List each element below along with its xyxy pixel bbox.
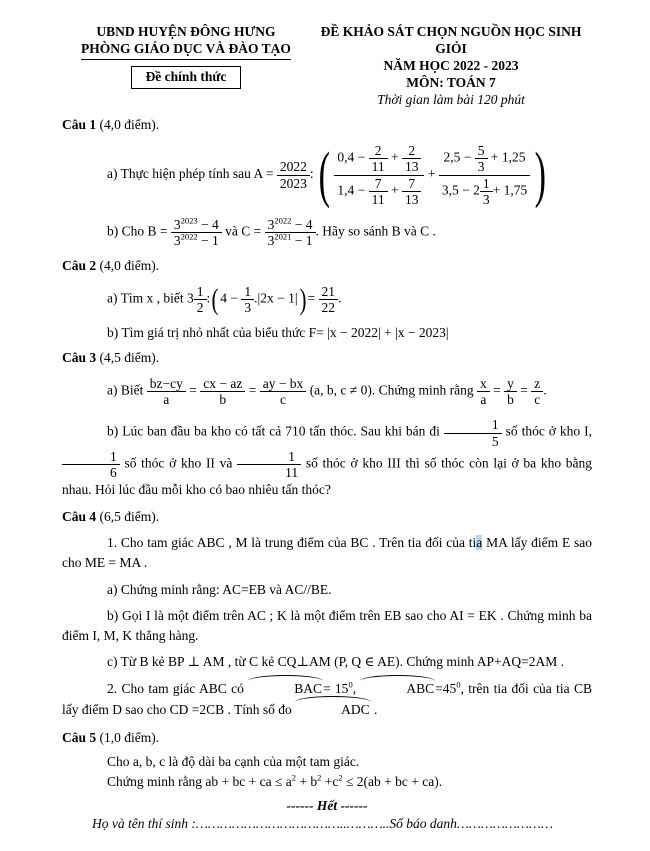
question-4-heading bbox=[62, 509, 592, 525]
fraction: $\frac{2022}{2023}$ bbox=[277, 159, 310, 190]
text-selection-highlight: a bbox=[476, 535, 483, 551]
school-year: NĂM HỌC 2022 - 2023 bbox=[383, 57, 519, 73]
q3a-text: a) Biết bbox=[107, 382, 144, 398]
fraction: $\frac{1}{2}$ bbox=[194, 284, 207, 315]
candidate-name-line: Họ và tên thí sinh :………………………………..………..Số báo danh…………………… bbox=[92, 815, 553, 831]
question-1-heading bbox=[62, 117, 592, 133]
fraction: $\frac{2}{11}$ bbox=[369, 143, 388, 174]
question-1-points: (4,0 điểm). bbox=[96, 117, 160, 133]
fraction: $\frac{21}{22}$ bbox=[319, 284, 339, 315]
question-1b: b) Cho B = $\frac{3^{2023} - 4}{3^{2022} - 1}$ và C = $\frac{3^{2022} - 4}{3^{2021} - 1}$ . Hãy so sánh B và C . bbox=[107, 215, 436, 248]
question-1-number: Câu 1 bbox=[62, 117, 97, 133]
fraction: $\frac{cx - az}{b}$ bbox=[200, 376, 245, 407]
question-3b: b) Lúc ban đầu ba kho có tất cả 710 tấn thóc. Sau khi bán đi $\frac{1}{5}$ số thóc ở kho I, $\frac{1}{6}$ số thóc ở kho II và $\frac{1}{11}$ số thóc ở kho III thì số thóc còn lại ở ba kho bằng nhau. Hỏi lúc đầu mỗi kho có bao nhiêu tấn thóc? bbox=[62, 417, 593, 497]
fraction: $\frac{3^{2022} - 4}{3^{2021} - 1}$ bbox=[265, 217, 316, 248]
fraction: $\frac{3^{2023} - 4}{3^{2022} - 1}$ bbox=[171, 217, 222, 248]
fraction: $\frac{1}{11}$ bbox=[237, 449, 301, 480]
big-fraction-2: 2,5 − $\frac{5}{3}$ + 1,25 3,5 − 2 $\frac{1}{3}$ + 1,75 bbox=[439, 143, 530, 206]
q1b-text: b) Cho bbox=[107, 223, 145, 239]
question-2a: a) Tìm x , biết 3 $\frac{1}{2}$ :( 4 − $\frac{1}{3}$ .|2x − 1|) = $\frac{21}{22}$ . bbox=[107, 282, 342, 316]
angle-ABC: ABC bbox=[360, 678, 435, 699]
big-fraction-1: 0,4 − $\frac{2}{11}$ + $\frac{2}{13}$ 1,4 − $\frac{7}{11}$ + $\frac{7}{13}$ bbox=[334, 143, 424, 206]
org-line-2-wrap bbox=[62, 41, 310, 60]
question-5-line2: Chứng minh rằng ab + bc + ca ≤ $a^2 + b^2 +c^2 \le 2(ab$ + bc + ca). bbox=[107, 772, 443, 789]
angle-BAC: BAC bbox=[248, 678, 323, 699]
question-5-heading bbox=[62, 730, 592, 746]
subject: MÔN: TOÁN 7 bbox=[406, 74, 496, 90]
header bbox=[62, 24, 592, 108]
header-left bbox=[62, 24, 310, 108]
question-2-heading bbox=[62, 258, 592, 274]
end-marker: ------ Hết ------ bbox=[286, 797, 368, 813]
question-3-heading bbox=[62, 350, 592, 366]
fraction: $\frac{7}{13}$ bbox=[402, 176, 422, 207]
fraction: $\frac{1}{3}$ bbox=[480, 176, 493, 207]
exam-title: ĐỀ KHẢO SÁT CHỌN NGUỒN HỌC SINH GIỎI bbox=[320, 24, 582, 56]
fraction: $\frac{y}{b}$ bbox=[504, 376, 517, 407]
q1a-colon: : bbox=[309, 166, 314, 182]
question-1a: a) Thực hiện phép tính sau A = $\frac{2022}{2023}$ :( 0,4 − $\frac{2}{11}$ + $\frac{2}{13}$ 1,4 − $\frac{7}{11}$ + $\frac{7}{13}$ + 2,5 − $\frac{5}{3}$ + 1,25 3,5 − 2 $\frac{1}{3}$ + 1,75 ) bbox=[107, 141, 547, 210]
fraction: $\frac{z}{c}$ bbox=[531, 376, 543, 407]
q2a-text: a) Tìm x , biết bbox=[107, 290, 184, 306]
question-5-number: Câu 5 bbox=[62, 729, 97, 745]
question-4c: c) Từ B kẻ BP ⊥ AM , từ C kẻ CQ⊥AM (P, Q ∈ AE). Chứng minh AP+AQ=2AM . bbox=[107, 654, 564, 670]
exam-type-box: Đề chính thức bbox=[131, 66, 242, 89]
plus-sign: + bbox=[427, 166, 436, 182]
question-2-points: (4,0 điểm). bbox=[96, 258, 160, 274]
question-3-points: (4,5 điểm). bbox=[96, 350, 160, 366]
fraction: $\frac{7}{11}$ bbox=[369, 176, 388, 207]
question-4-points: (6,5 điểm). bbox=[96, 509, 160, 525]
exam-type-box-wrap bbox=[62, 66, 310, 89]
question-4-part2: 2. Cho tam giác ABC có $BAC= 15^0$, $ABC=45^0$, trên tia đối của tia CB lấy điểm D sao cho CD =2CB . Tính số đo ADC . bbox=[62, 678, 592, 721]
fraction: $\frac{1}{6}$ bbox=[62, 449, 120, 480]
org-line-2: PHÒNG GIÁO DỤC VÀ ĐÀO TẠO bbox=[81, 41, 291, 60]
org-line-1: UBND HUYỆN ĐÔNG HƯNG bbox=[96, 24, 276, 39]
question-3a: a) Biết $\frac{bz-cy}{a}$ = $\frac{cx - az}{b}$ = $\frac{ay - bx}{c}$ (a, b, c ≠ 0). Chứng minh rằng $\frac{x}{a}$ = $\frac{y}{b}$ = $\frac{z}{c}$ . bbox=[107, 376, 547, 408]
time-limit: Thời gian làm bài 120 phút bbox=[377, 91, 525, 107]
question-2b: b) Tìm giá trị nhỏ nhất của biểu thức F= |x − 2022| + |x − 2023| bbox=[107, 325, 449, 341]
fraction: $\frac{2}{13}$ bbox=[402, 143, 422, 174]
fraction: $\frac{x}{a}$ bbox=[477, 376, 490, 407]
question-4-part1: 1. Cho tam giác ABC , M là trung điểm của BC . Trên tia đối của tia MA lấy điểm E sao cho ME = MA . bbox=[62, 535, 592, 571]
absolute-value: |2x − 1| bbox=[257, 290, 298, 306]
q1a-text: a) Thực hiện phép tính sau bbox=[107, 166, 251, 182]
fraction: $\frac{ay - bx}{c}$ bbox=[260, 376, 307, 407]
question-5-points: (1,0 điểm). bbox=[96, 729, 160, 745]
question-4b: b) Gọi I là một điểm trên AC ; K là một điểm trên EB sao cho AI = EK . Chứng minh ba điểm I, M, K thẳng hàng. bbox=[62, 607, 592, 643]
angle-ADC: ADC bbox=[295, 699, 371, 720]
fraction: $\frac{5}{3}$ bbox=[475, 143, 488, 174]
question-5-line1: Cho a, b, c là độ dài ba cạnh của một tam giác. bbox=[107, 753, 360, 769]
question-4-number: Câu 4 bbox=[62, 509, 97, 525]
question-3-number: Câu 3 bbox=[62, 350, 97, 366]
question-4a: a) Chứng minh rằng: AC=EB và AC//BE. bbox=[107, 581, 332, 597]
fraction: $\frac{bz-cy}{a}$ bbox=[147, 376, 186, 407]
fraction: $\frac{1}{5}$ bbox=[444, 417, 502, 448]
question-2-number: Câu 2 bbox=[62, 258, 97, 274]
fraction: $\frac{1}{3}$ bbox=[241, 284, 254, 315]
q1a-lhs: A = bbox=[253, 166, 274, 182]
header-right bbox=[310, 24, 592, 108]
